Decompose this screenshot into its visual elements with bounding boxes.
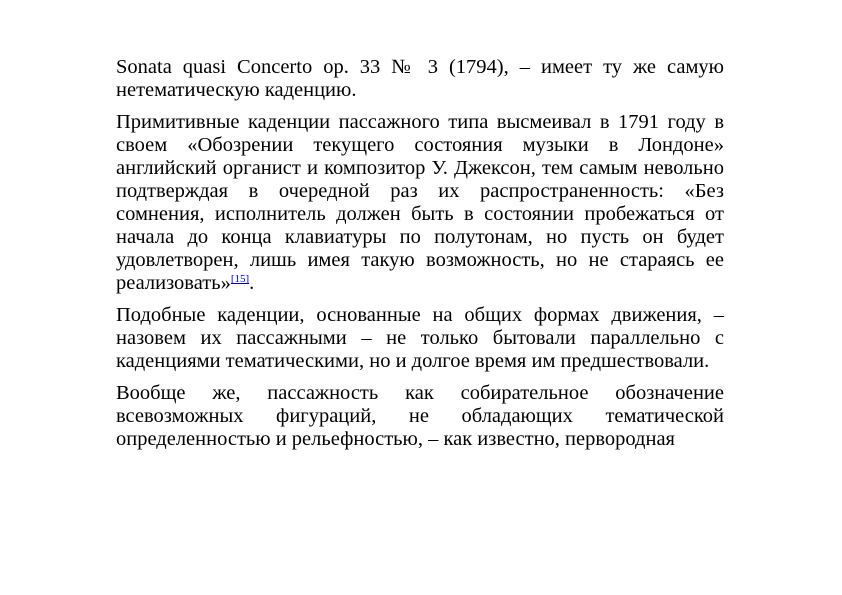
paragraph-1-text: Sonata quasi Concerto op. 33 № 3 (1794), – имеет ту же самую нетематическую каденцию. [116, 56, 724, 101]
paragraph-2-end: . [249, 272, 255, 294]
paragraph-2-text: Примитивные каденции пассажного типа высмеивал в 1791 году в своем «Обозрении текущего состояния музыки в Лондоне» английский органист и композитор У. Джексон, тем самым невольно подтверждая в очередной раз их распространенность: «Без сомнения, исполнитель должен быть в состоянии пробежаться от начала до конца клавиатуры по полутонам, но пусть он будет удовлетворен, лишь имея такую возможность, но не стараясь ее реализовать» [116, 111, 724, 294]
paragraph-3-text: Подобные каденции, основанные на общих формах движения, – назовем их пассажными – не только бытовали параллельно с каденциями тематическими, но и долгое время им предшествовали. [116, 304, 724, 372]
document-page [116, 56, 724, 451]
paragraph-1 [116, 56, 724, 102]
paragraph-3 [116, 304, 724, 373]
paragraph-2 [116, 111, 724, 295]
footnote-link[interactable]: [15] [230, 273, 250, 285]
paragraph-4 [116, 382, 724, 451]
paragraph-4-text: Вообще же, пассажность как собирательное обозначение всевозможных фигураций, не обладающих тематической определенностью и рельефностью, – как известно, первородная [116, 382, 724, 450]
